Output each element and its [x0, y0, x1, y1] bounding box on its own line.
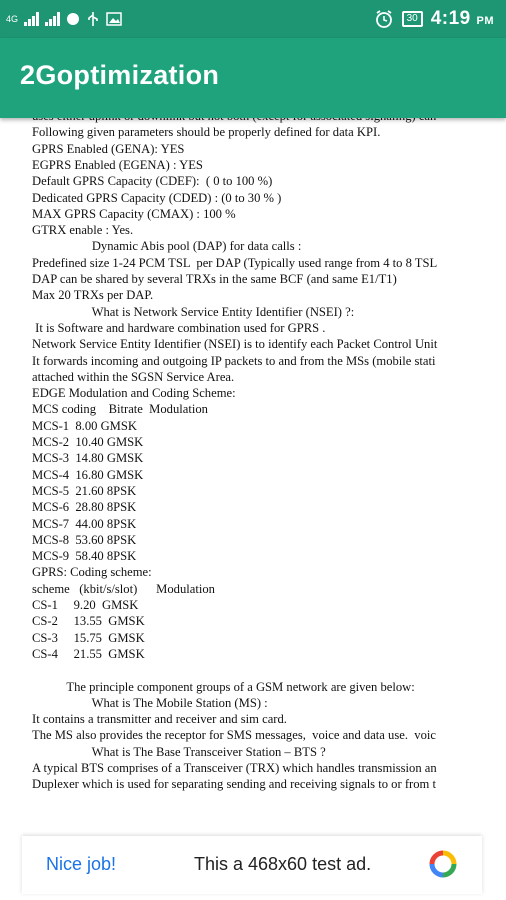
article-line: attached within the SGSN Service Area.	[32, 369, 235, 384]
article-line: CS-3 15.75 GMSK	[32, 630, 145, 645]
article-line: Dynamic Abis pool (DAP) for data calls :	[32, 239, 302, 254]
article-line: MCS-5 21.60 8PSK	[32, 483, 137, 498]
article-line: MCS-7 44.00 8PSK	[32, 516, 137, 531]
article-line: GPRS Enabled (GENA): YES	[32, 141, 185, 156]
article-line: What is The Base Transceiver Station – BTS ?	[32, 744, 326, 759]
article-line: DAP can be shared by several TRXs in the same BCF (and same E1/T1)	[32, 272, 397, 286]
article-line: MCS-8 53.60 8PSK	[32, 532, 137, 547]
network-type-label: 4G	[6, 13, 19, 24]
article-line: MCS-4 16.80 GMSK	[32, 467, 144, 482]
signal-strength-2-icon	[45, 12, 60, 26]
battery-icon: 30	[402, 11, 423, 27]
article-line: Following given parameters should be properly defined for data KPI.	[32, 125, 381, 140]
article-line: MAX GPRS Capacity (CMAX) : 100 %	[32, 206, 236, 221]
article-line: scheme (kbit/s/slot) Modulation	[32, 581, 215, 596]
status-bar	[0, 0, 506, 38]
article-line: GTRX enable : Yes.	[32, 223, 134, 238]
app-title: 2Goptimization	[20, 60, 220, 90]
image-icon	[106, 12, 122, 26]
status-time	[431, 8, 494, 30]
article-line: Max 20 TRXs per DAP.	[32, 288, 154, 303]
article-line: What is The Mobile Station (MS) :	[32, 695, 268, 710]
article-line: Default GPRS Capacity (CDEF): ( 0 to 100 %)	[32, 174, 273, 189]
article-line: CS-4 21.55 GMSK	[32, 646, 145, 661]
article-line: The principle component groups of a GSM network are given below:	[32, 679, 415, 694]
article-line: MCS coding Bitrate Modulation	[32, 402, 208, 417]
ad-label: Nice job!	[46, 854, 117, 874]
usb-icon	[86, 11, 100, 27]
app-bar	[0, 38, 506, 118]
status-icons-left	[6, 6, 122, 32]
article-line: It contains a transmitter and receiver and sim card.	[32, 712, 287, 727]
status-time-value: 4:19	[430, 8, 471, 29]
status-time-ampm: PM	[476, 15, 494, 27]
article-line: It forwards incoming and outgoing IP packets to and from the MSs (mobile stati	[32, 353, 436, 368]
article-line: Dedicated GPRS Capacity (CDED) : (0 to 30 % )	[32, 190, 282, 205]
ad-banner[interactable]	[22, 836, 482, 894]
alarm-clock-icon	[374, 9, 394, 29]
article-content[interactable]	[0, 104, 506, 830]
article-line: GPRS: Coding scheme:	[32, 565, 152, 580]
article-line: What is Network Service Entity Identifier (NSEI) ?:	[32, 304, 355, 319]
article-line: Network Service Entity Identifier (NSEI) is to identify each Packet Control Unit	[32, 337, 438, 352]
article-line: The MS also provides the receptor for SMS messages, voice and data use. voic	[32, 728, 436, 743]
article-line: EGPRS Enabled (EGENA) : YES	[32, 157, 203, 172]
app-notification-icon	[66, 12, 80, 26]
article-line: CS-2 13.55 GMSK	[32, 614, 145, 629]
article-line: Predefined size 1-24 PCM TSL per DAP (Typically used range from 4 to 8 TSL	[32, 255, 438, 270]
article-line: MCS-3 14.80 GMSK	[32, 451, 144, 466]
article-line: It is Software and hardware combination used for GPRS .	[32, 320, 326, 335]
article-line: MCS-9 58.40 8PSK	[32, 549, 137, 564]
status-icons-right	[374, 6, 494, 32]
article-line: Duplexer which is used for separating sending and receiving signals to or from t	[32, 777, 436, 792]
article-line: CS-1 9.20 GMSK	[32, 598, 139, 612]
article-line: MCS-6 28.80 8PSK	[32, 500, 137, 515]
article-line: EDGE Modulation and Coding Scheme:	[32, 386, 236, 401]
signal-strength-icon	[24, 12, 39, 26]
article-line: MCS-2 10.40 GMSK	[32, 435, 144, 449]
article-line: MCS-1 8.00 GMSK	[32, 418, 137, 433]
ad-text: This a 468x60 test ad.	[194, 854, 372, 874]
ad-logo-icon	[429, 850, 457, 878]
article-line: A typical BTS comprises of a Transceiver (TRX) which handles transmission an	[32, 761, 437, 775]
